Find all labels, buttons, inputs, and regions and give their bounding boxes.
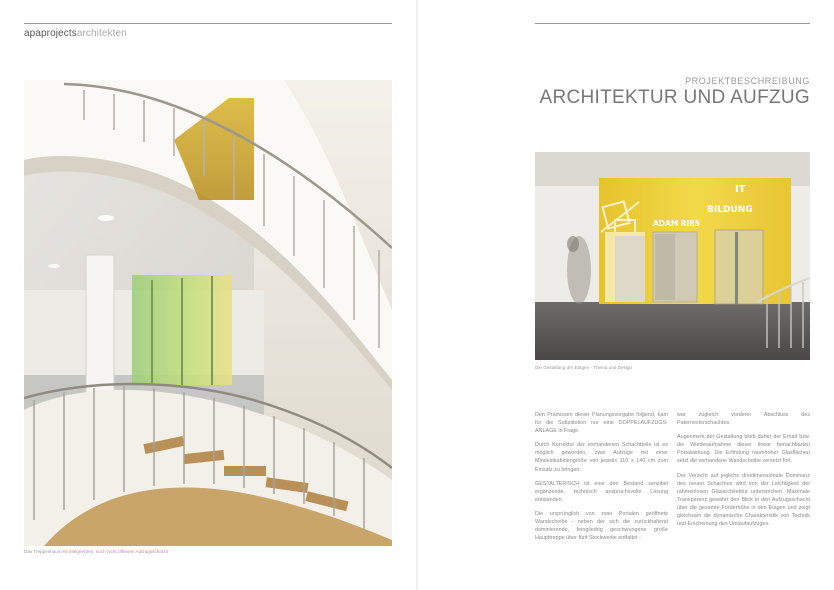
paragraph: Den Prämissen dieser Planungsvorgabe folgend, kam für die Substitution nur eine DOPPELAUFZUGS-ANLAGE in Frage. [535,412,668,435]
header-rule-right [535,23,810,24]
header-rule-left [24,23,392,24]
svg-text:ADAM RIES: ADAM RIES [653,219,700,228]
page-title: ARCHITEKTUR UND AUFZUG [539,87,810,108]
brand-name-light: architekten [76,28,127,39]
paragraph: Augenmerk der Gestaltung blieb daher der Erhalt bzw. die Wiederaufnahme dieser linear benachbarten Portalwirkung. Die Erfindung raumhoher Glasflächen setzt die vorhandene Wandscheibe versetzt fort. [677,434,810,465]
paragraph: Durch Korrektur der vorhandenen Schachtteile ist es möglich geworden, zwei Aufzüge mit einer Mindestkabinengröße von jeweils 110 x 140 cm zum Einsatz zu bringen. [535,442,668,473]
text-column-2 [677,411,810,534]
elevator-caption: Die Gestaltung der Etagen - Thema und Design [535,365,632,370]
paragraph: Der Verzicht auf jegliche dreidimensionale Dominanz des neuen Schachtes wird von der Leichtigkeit der rahmenlosen Glasarchitektur unterstrichen. Maximale Transparenz gewährt den Blick in den Aufzugsschacht über die gesamte Förderhöhe in den Etagen und zeigt gleichsam die dynamische Charakteristik von Technik und Erscheinung des Umlaufaufzuges. [677,472,810,528]
section-kicker: PROJEKTBESCHREIBUNG [685,76,810,86]
staircase-photo [24,80,392,546]
staircase-caption: Das Treppenhaus mit integriertem, noch nicht offenem Aufzugsschacht [24,549,168,554]
text-column-1 [535,411,668,548]
paragraph: war zugleich vorderer Abschluss des Paternosterschachtes. [677,412,810,427]
elevator-lobby-photo [535,152,810,360]
paragraph: GESTALTERISCH ist eine den Bestand sensibel ergänzende, technisch anspruchsvolle Lösung entstanden. [535,480,668,503]
brand-logo [24,28,127,39]
svg-text:BILDUNG: BILDUNG [707,205,753,215]
svg-text:IT: IT [735,184,746,195]
page-gutter [416,0,418,590]
brand-name-bold: apaprojects [24,28,77,39]
paragraph: Die ursprünglich von zwei Portalen geöffnete Wandscheibe - neben der sich die zurückhaltend dominierende, feingliedrig geschwungene große Haupttreppe über fünf Stockwerke entfaltet - [535,510,668,542]
